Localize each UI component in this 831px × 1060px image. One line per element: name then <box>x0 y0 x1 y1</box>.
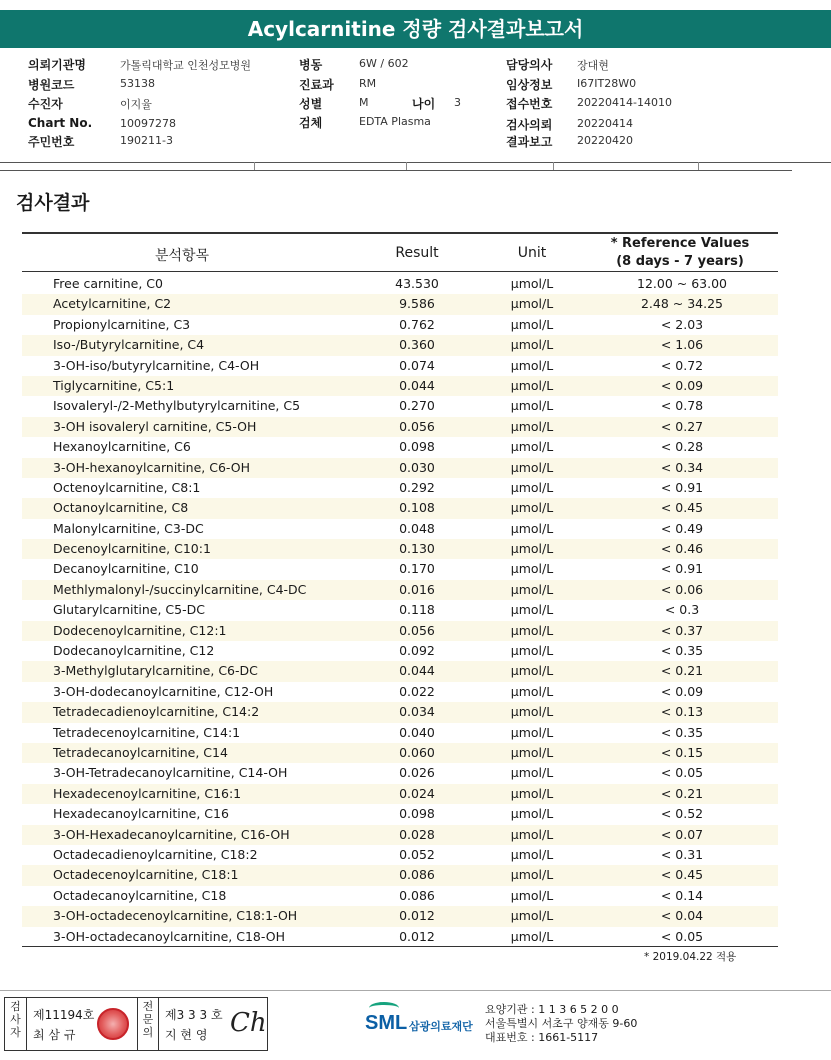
analyte-name: Tetradecanoylcarnitine, C14 <box>53 744 228 760</box>
analyte-name: Acetylcarnitine, C2 <box>53 296 172 312</box>
reference-value: < 0.09 <box>660 377 704 393</box>
value-report-date: 20220420 <box>577 134 633 147</box>
unit: μmol/L <box>510 765 554 781</box>
analyte-name: Tiglycarnitine, C5:1 <box>53 377 175 393</box>
result-value: 0.108 <box>399 500 435 516</box>
value-age: 3 <box>454 96 461 109</box>
label-hospital-code: 병원코드 <box>28 78 75 92</box>
table-row <box>22 743 778 763</box>
result-value: 0.086 <box>399 887 435 903</box>
label-department: 진료과 <box>299 78 334 92</box>
unit: μmol/L <box>510 541 554 557</box>
table-row <box>22 621 778 641</box>
reference-value: < 0.09 <box>660 683 704 699</box>
reference-value: < 0.78 <box>660 398 704 414</box>
table-row <box>22 641 778 661</box>
label-institution: 의뢰기관명 <box>28 58 86 72</box>
value-receipt-no: 20220414-14010 <box>577 96 672 109</box>
reference-value: < 0.52 <box>660 806 704 822</box>
result-value: 0.024 <box>399 785 435 801</box>
table-row <box>22 845 778 865</box>
table-row <box>22 906 778 926</box>
specialist-name: 지 현 영 <box>165 1028 208 1042</box>
analyte-name: Octadecenoylcarnitine, C18:1 <box>53 867 239 883</box>
analyte-name: Glutarylcarnitine, C5-DC <box>53 602 205 618</box>
analyte-name: 3-OH-iso/butyrylcarnitine, C4-OH <box>53 357 260 373</box>
table-row <box>22 294 778 314</box>
value-ward: 6W / 602 <box>359 57 409 70</box>
reference-value: < 0.72 <box>660 357 704 373</box>
value-resident-no: 190211-3 <box>120 134 173 147</box>
unit: μmol/L <box>510 316 554 332</box>
table-top-rule <box>22 232 778 234</box>
report-title: Acylcarnitine 정량 검사결과보고서 <box>0 10 831 48</box>
analyte-name: Octenoylcarnitine, C8:1 <box>53 479 201 495</box>
label-clinical-info: 임상정보 <box>506 78 553 92</box>
result-value: 0.098 <box>399 439 435 455</box>
divider-tick <box>254 162 255 170</box>
value-department: RM <box>359 77 377 90</box>
col-header-result: Result <box>395 245 439 261</box>
footer-divider <box>0 990 831 991</box>
unit: μmol/L <box>510 744 554 760</box>
result-value: 0.292 <box>399 479 435 495</box>
unit: μmol/L <box>510 581 554 597</box>
unit: μmol/L <box>510 683 554 699</box>
analyte-name: Propionylcarnitine, C3 <box>53 316 191 332</box>
unit: μmol/L <box>510 724 554 740</box>
result-value: 43.530 <box>395 276 439 291</box>
value-chart-no: 10097278 <box>120 117 176 130</box>
reference-value: 2.48 ~ 34.25 <box>640 296 724 312</box>
org-name: 삼광의료재단 <box>409 1020 473 1033</box>
reference-value: < 1.06 <box>660 337 704 353</box>
reference-value: < 0.28 <box>660 439 704 455</box>
label-specimen: 검체 <box>299 116 323 130</box>
table-row <box>22 519 778 539</box>
result-value: 0.056 <box>399 622 435 638</box>
unit: μmol/L <box>510 846 554 862</box>
logo-text: SML <box>365 1012 408 1034</box>
result-value: 0.044 <box>399 663 435 679</box>
table-row <box>22 478 778 498</box>
value-sex: M <box>359 96 369 109</box>
unit: μmol/L <box>510 785 554 801</box>
analyte-name: Dodecenoylcarnitine, C12:1 <box>53 622 227 638</box>
result-value: 0.098 <box>399 806 435 822</box>
result-value: 0.026 <box>399 765 435 781</box>
signature-mark: Ch <box>230 1008 267 1038</box>
signature-box <box>4 997 268 1051</box>
analyte-name: Tetradecadienoylcarnitine, C14:2 <box>53 704 260 720</box>
col-header-item: 분석항목 <box>154 248 210 264</box>
label-doctor: 담당의사 <box>506 58 553 72</box>
label-ward: 병동 <box>299 58 323 72</box>
table-row <box>22 804 778 824</box>
reference-value: < 0.05 <box>660 928 704 944</box>
unit: μmol/L <box>510 337 554 353</box>
result-value: 0.762 <box>399 316 435 332</box>
table-row <box>22 559 778 579</box>
result-value: 0.270 <box>399 398 435 414</box>
divider-tick <box>698 162 699 170</box>
label-resident-no: 주민번호 <box>28 135 75 149</box>
analyte-name: 3-OH-octadecenoylcarnitine, C18:1-OH <box>53 908 298 924</box>
result-value: 0.074 <box>399 357 435 373</box>
col-header-unit: Unit <box>517 245 547 261</box>
reference-value: < 0.45 <box>660 500 704 516</box>
analyte-name: Octadecanoylcarnitine, C18 <box>53 887 227 903</box>
unit: μmol/L <box>510 276 554 291</box>
table-row <box>22 315 778 335</box>
value-specimen: EDTA Plasma <box>359 115 431 128</box>
value-patient: 이지율 <box>120 98 152 111</box>
unit: μmol/L <box>510 459 554 475</box>
table-row <box>22 458 778 478</box>
reference-value: < 0.34 <box>660 459 704 475</box>
table-row <box>22 661 778 681</box>
header-divider-lower <box>0 170 792 171</box>
label-sex: 성별 <box>299 97 323 111</box>
label-patient: 수진자 <box>28 97 63 111</box>
result-value: 0.360 <box>399 337 435 353</box>
result-value: 0.052 <box>399 846 435 862</box>
result-value: 0.056 <box>399 418 435 434</box>
unit: μmol/L <box>510 561 554 577</box>
label-request-date: 검사의뢰 <box>506 118 553 132</box>
table-row <box>22 417 778 437</box>
value-request-date: 20220414 <box>577 117 633 130</box>
reference-value: < 0.13 <box>660 704 704 720</box>
reference-value: < 0.3 <box>664 602 700 618</box>
reference-value: < 0.35 <box>660 724 704 740</box>
reference-value: < 0.49 <box>660 520 704 536</box>
address: 서울특별시 서초구 양재동 9-60 <box>485 1017 638 1030</box>
reference-value: < 0.46 <box>660 541 704 557</box>
label-age: 나이 <box>412 97 436 111</box>
table-row <box>22 396 778 416</box>
reference-value: < 0.31 <box>660 846 704 862</box>
analyte-name: 3-OH isovaleryl carnitine, C5-OH <box>53 418 257 434</box>
table-row <box>22 825 778 845</box>
unit: μmol/L <box>510 418 554 434</box>
analyte-name: Free carnitine, C0 <box>53 276 163 291</box>
result-value: 0.022 <box>399 683 435 699</box>
unit: μmol/L <box>510 622 554 638</box>
label-report-date: 결과보고 <box>506 135 553 149</box>
result-value: 9.586 <box>399 296 435 312</box>
table-row <box>22 723 778 743</box>
unit: μmol/L <box>510 867 554 883</box>
unit: μmol/L <box>510 520 554 536</box>
result-value: 0.130 <box>399 541 435 557</box>
unit: μmol/L <box>510 296 554 312</box>
institution-code: 요양기관 : 1 1 3 6 5 2 0 0 <box>485 1003 619 1016</box>
reference-value: < 0.37 <box>660 622 704 638</box>
sml-logo <box>365 1002 485 1046</box>
unit: μmol/L <box>510 377 554 393</box>
result-value: 0.028 <box>399 826 435 842</box>
unit: μmol/L <box>510 643 554 659</box>
table-row <box>22 600 778 620</box>
result-value: 0.060 <box>399 744 435 760</box>
unit: μmol/L <box>510 887 554 903</box>
result-value: 0.030 <box>399 459 435 475</box>
reference-value: < 0.21 <box>660 663 704 679</box>
table-row <box>22 274 778 294</box>
analyte-name: Malonylcarnitine, C3-DC <box>53 520 204 536</box>
value-hospital-code: 53138 <box>120 77 155 90</box>
table-row <box>22 702 778 722</box>
analyte-name: 3-OH-hexanoylcarnitine, C6-OH <box>53 459 251 475</box>
table-row <box>22 865 778 885</box>
table-row <box>22 498 778 518</box>
result-value: 0.170 <box>399 561 435 577</box>
unit: μmol/L <box>510 806 554 822</box>
analyte-name: Decanoylcarnitine, C10 <box>53 561 199 577</box>
table-row <box>22 580 778 600</box>
result-value: 0.016 <box>399 581 435 597</box>
analyte-name: 3-OH-dodecanoylcarnitine, C12-OH <box>53 683 274 699</box>
table-row <box>22 763 778 783</box>
table-row <box>22 682 778 702</box>
reference-value: < 0.21 <box>660 785 704 801</box>
unit: μmol/L <box>510 663 554 679</box>
col-header-ref-line2: (8 days - 7 years) <box>616 254 744 269</box>
analyte-name: Methlymalonyl-/succinylcarnitine, C4-DC <box>53 581 307 597</box>
label-receipt-no: 접수번호 <box>506 97 553 111</box>
table-row <box>22 376 778 396</box>
table-row <box>22 927 778 947</box>
specialist-label: 전문의 <box>137 998 159 1050</box>
analyte-name: Hexadecanoylcarnitine, C16 <box>53 806 229 822</box>
analyte-name: Octanoylcarnitine, C8 <box>53 500 189 516</box>
tester-label: 검사자 <box>5 998 27 1050</box>
phone: 대표번호 : 1661-5117 <box>485 1031 599 1044</box>
result-value: 0.040 <box>399 724 435 740</box>
analyte-name: Hexanoylcarnitine, C6 <box>53 439 191 455</box>
table-header-rule <box>22 271 778 272</box>
reference-value: < 0.07 <box>660 826 704 842</box>
result-value: 0.048 <box>399 520 435 536</box>
value-clinical-info: I67IT28W0 <box>577 77 637 90</box>
table-row <box>22 335 778 355</box>
reference-value: < 0.45 <box>660 867 704 883</box>
footnote: * 2019.04.22 적용 <box>644 951 737 963</box>
result-value: 0.044 <box>399 377 435 393</box>
result-value: 0.012 <box>399 908 435 924</box>
analyte-name: Octadecadienoylcarnitine, C18:2 <box>53 846 258 862</box>
result-value: 0.034 <box>399 704 435 720</box>
reference-value: < 0.91 <box>660 561 704 577</box>
result-value: 0.086 <box>399 867 435 883</box>
unit: μmol/L <box>510 357 554 373</box>
unit: μmol/L <box>510 908 554 924</box>
table-row <box>22 356 778 376</box>
table-row <box>22 539 778 559</box>
divider-tick <box>553 162 554 170</box>
reference-value: 12.00 ~ 63.00 <box>637 276 727 291</box>
value-institution: 가톨릭대학교 인천성모병원 <box>120 59 252 72</box>
analyte-name: Tetradecenoylcarnitine, C14:1 <box>53 724 241 740</box>
reference-value: < 0.91 <box>660 479 704 495</box>
result-value: 0.012 <box>399 928 435 944</box>
col-header-ref-line1: * Reference Values <box>610 236 750 251</box>
analyte-name: 3-Methylglutarylcarnitine, C6-DC <box>53 663 258 679</box>
reference-value: < 0.27 <box>660 418 704 434</box>
tester-license: 제11194호 <box>33 1008 95 1022</box>
table-row <box>22 886 778 906</box>
unit: μmol/L <box>510 826 554 842</box>
unit: μmol/L <box>510 500 554 516</box>
label-chart-no: Chart No. <box>28 116 93 130</box>
analyte-name: 3-OH-octadecanoylcarnitine, C18-OH <box>53 928 285 944</box>
table-row <box>22 437 778 457</box>
result-value: 0.118 <box>399 602 435 618</box>
reference-value: < 0.15 <box>660 744 704 760</box>
reference-value: < 0.06 <box>660 581 704 597</box>
unit: μmol/L <box>510 928 554 944</box>
divider-tick <box>406 162 407 170</box>
analyte-name: 3-OH-Tetradecanoylcarnitine, C14-OH <box>53 765 288 781</box>
unit: μmol/L <box>510 704 554 720</box>
tester-name: 최 삼 규 <box>33 1028 76 1042</box>
header-divider <box>0 162 831 163</box>
reference-value: < 0.05 <box>660 765 704 781</box>
unit: μmol/L <box>510 398 554 414</box>
table-bottom-rule <box>22 946 778 947</box>
reference-value: < 0.04 <box>660 908 704 924</box>
reference-value: < 2.03 <box>660 316 704 332</box>
analyte-name: Dodecanoylcarnitine, C12 <box>53 643 215 659</box>
unit: μmol/L <box>510 439 554 455</box>
unit: μmol/L <box>510 602 554 618</box>
address-block <box>485 1003 637 1045</box>
results-table-body <box>22 274 778 947</box>
result-value: 0.092 <box>399 643 435 659</box>
reference-value: < 0.35 <box>660 643 704 659</box>
analyte-name: Hexadecenoylcarnitine, C16:1 <box>53 785 242 801</box>
specialist-license: 제3 3 3 호 <box>165 1008 223 1022</box>
analyte-name: Decenoylcarnitine, C10:1 <box>53 541 211 557</box>
seal-stamp <box>97 1008 129 1040</box>
unit: μmol/L <box>510 479 554 495</box>
reference-value: < 0.14 <box>660 887 704 903</box>
analyte-name: Isovaleryl-/2-Methylbutyrylcarnitine, C5 <box>53 398 301 414</box>
analyte-name: Iso-/Butyrylcarnitine, C4 <box>53 337 205 353</box>
value-doctor: 장대현 <box>577 59 609 72</box>
analyte-name: 3-OH-Hexadecanoylcarnitine, C16-OH <box>53 826 290 842</box>
section-title: 검사결과 <box>16 192 90 214</box>
table-row <box>22 784 778 804</box>
